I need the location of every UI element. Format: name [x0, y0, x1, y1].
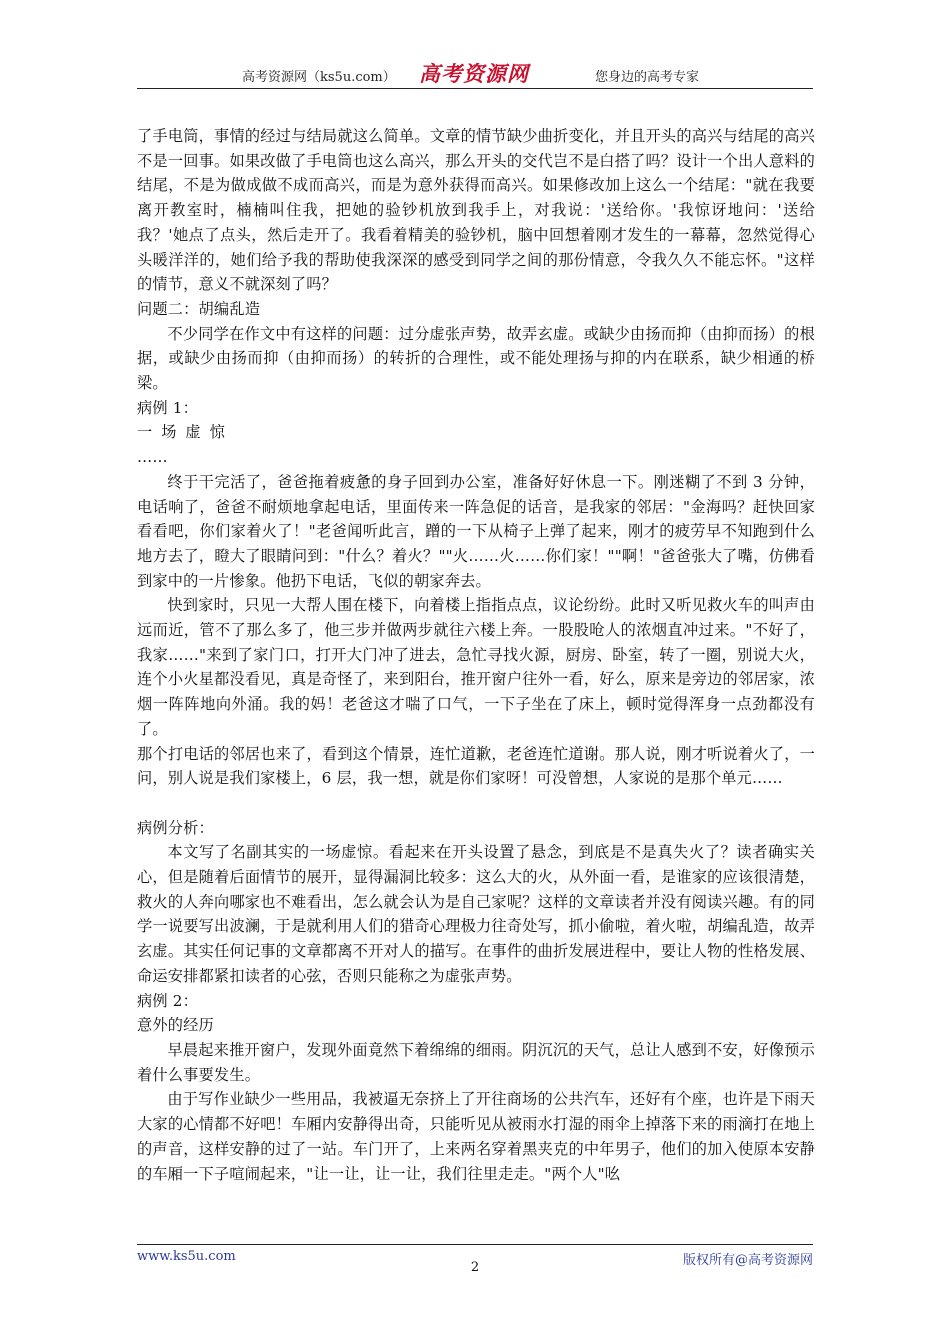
spacer: [137, 791, 815, 816]
paragraph: 早晨起来推开窗户，发现外面竟然下着绵绵的细雨。阴沉沉的天气，总让人感到不安，好像预示着什么事要发生。: [137, 1041, 815, 1084]
header-logo: 高考资源网: [419, 61, 529, 86]
paragraph: 了手电筒，事情的经过与结局就这么简单。文章的情节缺少曲折变化，并且开头的高兴与结尾的高兴不是一回事。如果改做了手电筒也这么高兴，那么开头的交代岂不是白搭了吗？设计一个出人意料的结尾，不是为做成做不成而高兴，而是为意外获得而高兴。如果修改加上这么一个结尾："就在我要离开教室时，楠楠叫住我，把她的验钞机放到我手上，对我说：'送给你。'我惊讶地问：'送给我？'她点了点头，然后走开了。我看着精美的验钞机，脑中回想着刚才发生的一幕幕，忽然觉得心头暖洋洋的，她们给予我的帮助使我深深的感受到同学之间的那份情意，令我久久不能忘怀。"这样的情节，意义不就深刻了吗？: [137, 127, 816, 294]
page-header: [137, 58, 813, 89]
case-label: 病例 2：: [137, 991, 199, 1010]
header-source: 高考资源网（ks5u.com）: [242, 70, 396, 85]
header-slogan: 您身边的高考专家: [595, 70, 700, 85]
paragraph: 本文写了名副其实的一场虚惊。看起来在开头设置了悬念，到底是不是真失火了？读者确实关心，但是随着后面情节的展开，显得漏洞比较多：这么大的火，从外面一看，是谁家的应该很清楚，救火的人奔向哪家也不难看出，怎么就会认为是自己家呢？这样的文章读者并没有阅读兴趣。有的同学一说要写出波澜，于是就利用人们的猎奇心理极力往奇处写，抓小偷啦，着火啦，胡编乱造，故弄玄虚。其实任何记事的文章都离不开对人的描写。在事件的曲折发展进程中，要让人物的性格发展、命运安排都紧扣读者的心弦，否则只能称之为虚张声势。: [137, 843, 815, 985]
paragraph: 终于干完活了，爸爸拖着疲惫的身子回到办公室，准备好好休息一下。刚迷糊了不到 3 分钟，电话响了，爸爸不耐烦地拿起电话，里面传来一阵急促的话音，是我家的邻居："金海吗？赶快回家看看吧，你们家着火了！"老爸闻听此言，蹭的一下从椅子上弹了起来，刚才的疲劳早不知跑到什么地方去了，瞪大了眼睛问到："什么？着火？""火……火……你们家！""啊！"爸爸张大了嘴，仿佛看到家中的一片惨象。他扔下电话，飞似的朝家奔去。: [137, 472, 815, 590]
essay-title: 意外的经历: [137, 1016, 214, 1035]
document-body: [137, 124, 815, 1186]
analysis-label: 病例分析：: [137, 818, 214, 837]
footer-copyright: 版权所有@高考资源网: [682, 1253, 813, 1268]
paragraph: 不少同学在作文中有这样的问题：过分虚张声势，故弄玄虚。或缺少由扬而抑（由抑而扬）的根据，或缺少由扬而抑（由抑而扬）的转折的合理性，或不能处理扬与抑的内在联系，缺少相通的桥梁。: [137, 324, 815, 393]
case-label: 病例 1：: [137, 398, 199, 417]
essay-title: 一场虚惊: [137, 423, 234, 442]
section-heading: 问题二：胡编乱造: [137, 299, 261, 318]
page-number: 2: [470, 1260, 480, 1275]
page-footer: [137, 1244, 813, 1285]
paragraph: 快到家时，只见一大帮人围在楼下，向着楼上指指点点，议论纷纷。此时又听见救火车的叫声由远而近，管不了那么多了，他三步并做两步就往六楼上奔。一股股呛人的浓烟直冲过来。"不好了，我家……"来到了家门口，打开大门冲了进去，急忙寻找火源，厨房、卧室，转了一圈，别说大火，连个小火星都没看见，真是奇怪了，来到阳台，推开窗户往外一看，好么，原来是旁边的邻居家，浓烟一阵阵地向外涌。我的妈！老爸这才喘了口气，一下子坐在了床上，顿时觉得浑身一点劲都没有了。: [137, 596, 815, 738]
ellipsis: ……: [137, 448, 168, 467]
footer-link[interactable]: www.ks5u.com: [137, 1249, 236, 1264]
paragraph: 由于写作业缺少一些用品，我被逼无奈挤上了开往商场的公共汽车，还好有个座，也许是下雨天大家的心情都不好吧！车厢内安静得出奇，只能听见从被雨水打湿的雨伞上掉落下来的雨滴打在地上的声音，这样安静的过了一站。车门开了，上来两名穿着黑夹克的中年男子，他们的加入使原本安静的车厢一下子喧闹起来，"让一让，让一让，我们往里走走。"两个人"吆: [137, 1090, 815, 1183]
paragraph: 那个打电话的邻居也来了，看到这个情景，连忙道歉，老爸连忙道谢。那人说，刚才听说着火了，一问，别人说是我们家楼上，6 层，我一想，就是你们家呀！可没曾想，人家说的是那个单元……: [137, 744, 815, 788]
